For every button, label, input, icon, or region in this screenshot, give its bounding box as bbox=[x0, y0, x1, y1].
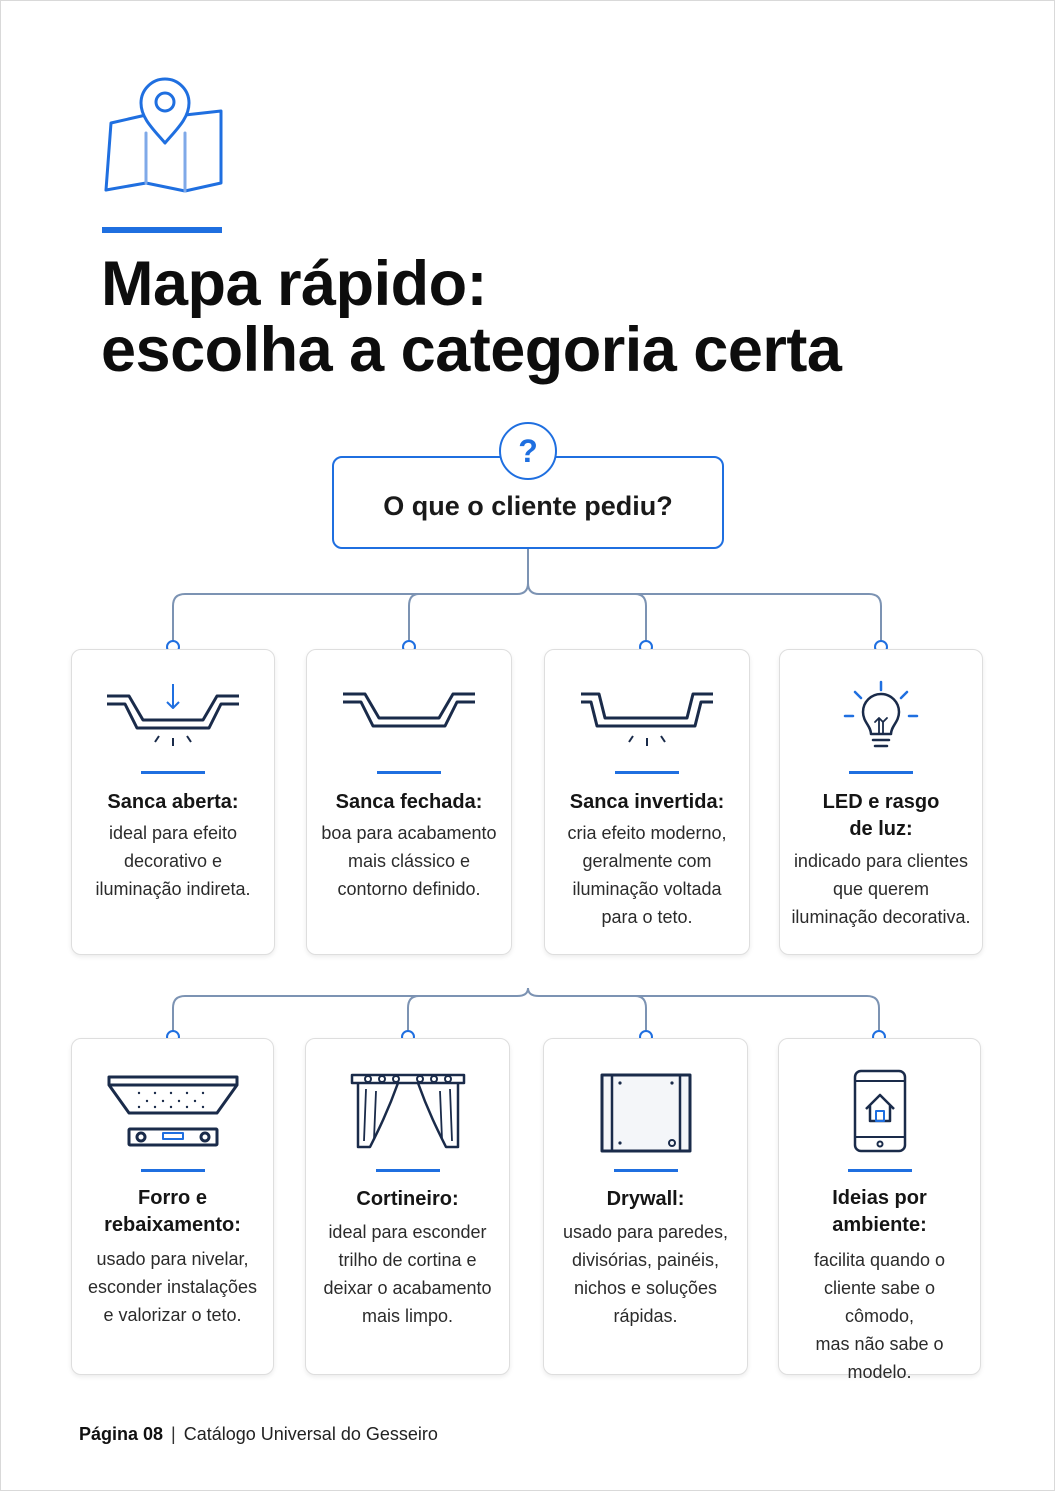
page-footer bbox=[79, 1424, 438, 1445]
card-underline bbox=[141, 1169, 205, 1172]
inverted-cove-icon bbox=[577, 678, 717, 748]
card-description: ideal para esconder trilho de cortina e deixar o acabamento mais limpo. bbox=[323, 1222, 492, 1326]
card-description: boa para acabamento mais clássico e contorno definido. bbox=[321, 823, 497, 899]
card-title: Cortineiro: bbox=[356, 1188, 459, 1210]
catalog-name: Catálogo Universal do Gesseiro bbox=[183, 1424, 438, 1444]
page-number: Página 08 bbox=[79, 1424, 164, 1444]
card-description: usado para paredes, divisórias, painéis, nichos e soluções rápidas. bbox=[562, 1222, 729, 1326]
phone-home-icon bbox=[850, 1069, 910, 1153]
card-description: facilita quando o cliente sabe o cômodo, mas não sabe o modelo. bbox=[813, 1250, 946, 1382]
question-mark-icon: ? bbox=[499, 422, 557, 480]
card-ideias-ambiente bbox=[778, 1038, 981, 1382]
card-description: ideal para efeito decorativo e iluminação indireta. bbox=[95, 823, 251, 899]
card-cortineiro bbox=[305, 1038, 510, 1375]
card-title: Sanca aberta: bbox=[107, 791, 239, 813]
card-underline bbox=[614, 1169, 678, 1172]
card-title: Forro e rebaixamento: bbox=[104, 1187, 241, 1236]
card-forro-rebaixamento bbox=[71, 1038, 274, 1375]
ceiling-level-icon bbox=[103, 1071, 243, 1151]
curtain-icon bbox=[348, 1071, 468, 1151]
card-description: usado para nivelar, esconder instalações e valorizar o teto. bbox=[87, 1249, 258, 1325]
footer-separator: | bbox=[171, 1424, 176, 1444]
card-title: LED e rasgo de luz: bbox=[822, 791, 940, 840]
card-led-rasgo bbox=[779, 649, 983, 955]
light-bulb-icon bbox=[841, 678, 921, 758]
card-description: indicado para clientes que querem iluminação decorativa. bbox=[791, 851, 971, 927]
card-sanca-fechada bbox=[306, 649, 512, 955]
title-line-1: Mapa rápido: bbox=[101, 249, 488, 319]
card-sanca-aberta bbox=[71, 649, 275, 955]
card-underline bbox=[849, 771, 913, 774]
card-underline bbox=[376, 1169, 440, 1172]
card-underline bbox=[377, 771, 441, 774]
open-cove-icon bbox=[103, 678, 243, 748]
card-underline bbox=[615, 771, 679, 774]
title-line-2: escolha a categoria certa bbox=[101, 315, 842, 385]
card-description: cria efeito moderno, geralmente com iluminação voltada para o teto. bbox=[567, 823, 727, 927]
card-underline bbox=[848, 1169, 912, 1172]
drywall-panel-icon bbox=[596, 1071, 696, 1155]
card-underline bbox=[141, 771, 205, 774]
card-title: Ideias por ambiente: bbox=[832, 1187, 927, 1236]
card-title: Sanca invertida: bbox=[569, 791, 725, 813]
card-sanca-invertida bbox=[544, 649, 750, 955]
question-text: O que o cliente pediu? bbox=[383, 491, 673, 521]
card-title: Drywall: bbox=[606, 1188, 685, 1210]
card-drywall bbox=[543, 1038, 748, 1375]
closed-cove-icon bbox=[339, 678, 479, 748]
card-title: Sanca fechada: bbox=[335, 791, 483, 813]
